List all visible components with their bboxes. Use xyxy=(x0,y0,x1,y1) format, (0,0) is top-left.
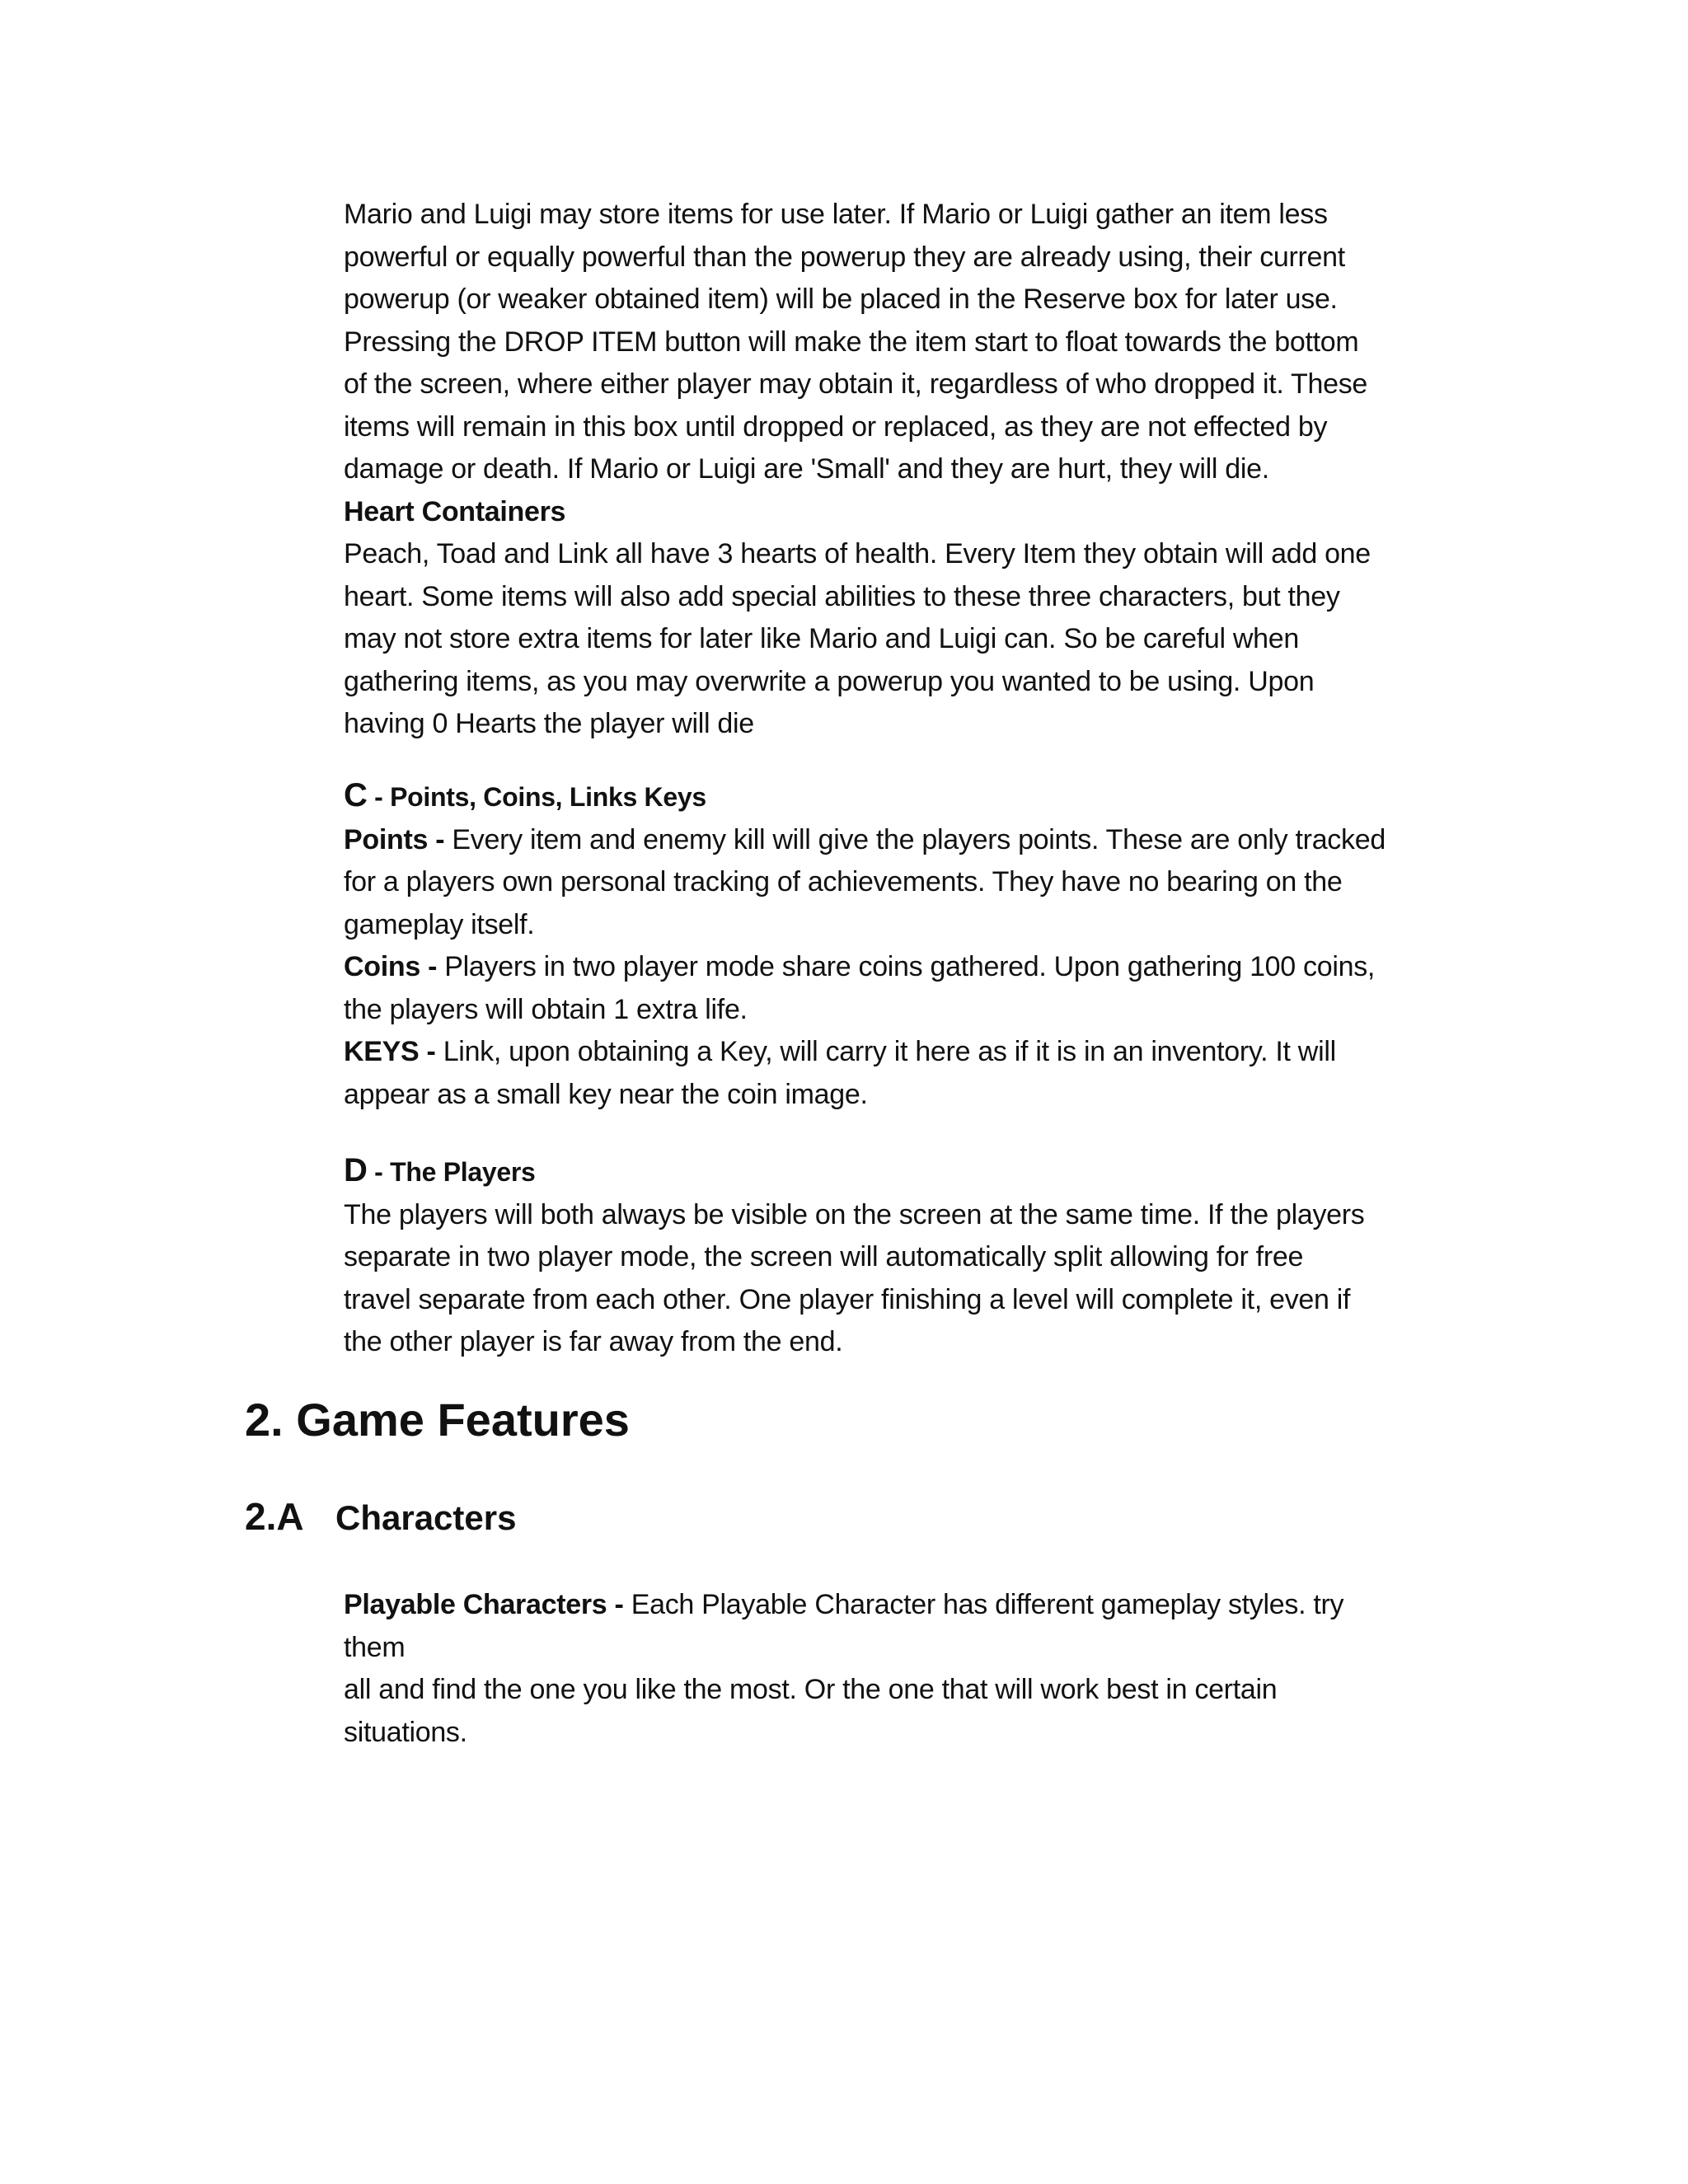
body-line: gameplay itself. xyxy=(344,908,535,940)
body-line: Peach, Toad and Link all have 3 hearts of health. Every Item they obtain will add one xyxy=(344,538,1371,569)
characters-heading xyxy=(245,1492,516,1549)
section-d xyxy=(344,1150,1407,1364)
body-line: heart. Some items will also add special abilities to these three characters, but they xyxy=(344,580,1340,612)
characters-heading-title: Characters xyxy=(335,1498,517,1537)
keys-label: KEYS - xyxy=(344,1036,443,1067)
body-line: powerup (or weaker obtained item) will be placed in the Reserve box for later use. xyxy=(344,284,1338,315)
section-d-heading xyxy=(344,1150,1407,1194)
heart-containers-heading: Heart Containers xyxy=(344,495,566,527)
body-line: for a players own personal tracking of achievements. They have no bearing on the xyxy=(344,866,1343,898)
body-line: The players will both always be visible on the screen at the same time. If the players xyxy=(344,1198,1365,1230)
section-c-heading xyxy=(344,775,1407,819)
characters-heading-number: 2.A xyxy=(245,1495,304,1538)
coins-label: Coins - xyxy=(344,951,445,982)
body-line: gathering items, as you may overwrite a powerup you wanted to be using. Upon xyxy=(344,665,1315,697)
body-line: Mario and Luigi may store items for use later. If Mario or Luigi gather an item less xyxy=(344,199,1328,230)
points-line xyxy=(344,819,1407,862)
body-line: the players will obtain 1 extra life. xyxy=(344,993,748,1025)
game-features-heading: 2. Game Features xyxy=(245,1394,630,1446)
playable-characters-paragraph xyxy=(344,1584,1407,1754)
body-line: items will remain in this box until dropped or replaced, as they are not effected by xyxy=(344,410,1328,443)
section-d-letter: D xyxy=(344,1152,368,1188)
section-c xyxy=(344,775,1407,1116)
body-text: Players in two player mode share coins gathered. Upon gathering 100 coins, xyxy=(444,951,1376,982)
body-line: may not store extra items for later like Mario and Luigi can. So be careful when xyxy=(344,623,1300,654)
body-line: situations. xyxy=(344,1716,467,1748)
body-line: Pressing the DROP ITEM button will make the item start to float towards the bottom xyxy=(344,326,1359,358)
body-line: having 0 Hearts the player will die xyxy=(344,708,754,739)
body-line: of the screen, where either player may obtain it, regardless of who dropped it. These xyxy=(344,368,1368,400)
coins-line xyxy=(344,946,1407,989)
body-line: the other player is far away from the end. xyxy=(344,1326,843,1357)
body-line: damage or death. If Mario or Luigi are 'Small' and they are hurt, they will die. xyxy=(344,453,1269,485)
playable-label: Playable Characters - xyxy=(344,1589,631,1620)
body-line: appear as a small key near the coin image. xyxy=(344,1078,868,1110)
body-text: Each Playable Character has different gameplay styles. try them xyxy=(344,1589,1344,1663)
playable-line xyxy=(344,1584,1407,1669)
points-label: Points - xyxy=(344,823,452,855)
body-text: Link, upon obtaining a Key, will carry it here as if it is in an inventory. It will xyxy=(443,1036,1336,1067)
keys-line xyxy=(344,1031,1407,1074)
body-text: Every item and enemy kill will give the players points. These are only tracked xyxy=(452,823,1386,855)
section-d-title: - The Players xyxy=(367,1157,536,1187)
body-line: separate in two player mode, the screen will automatically split allowing for free xyxy=(344,1241,1304,1272)
body-line: all and find the one you like the most. Or the one that will work best in certain xyxy=(344,1674,1278,1705)
body-line: powerful or equally powerful than the powerup they are already using, their current xyxy=(344,241,1345,273)
reserve-paragraph xyxy=(344,194,1407,746)
section-c-letter: C xyxy=(344,777,368,813)
body-line: travel separate from each other. One player finishing a level will complete it, even if xyxy=(344,1283,1351,1315)
section-c-title: - Points, Coins, Links Keys xyxy=(367,782,706,812)
